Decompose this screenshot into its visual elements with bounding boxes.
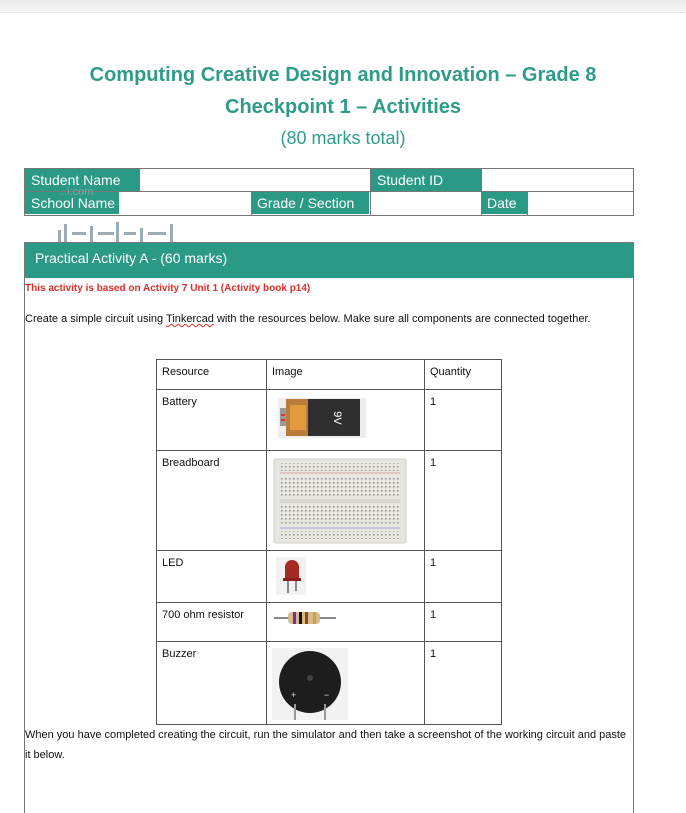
resource-image [267,390,425,451]
breadboard-icon [272,457,408,545]
instruction-text-start: Create a simple circuit using [25,313,167,325]
table-row [157,451,502,551]
grade-section-label: Grade / Section [251,192,369,214]
led-icon [272,557,312,597]
instruction-text [25,309,631,329]
resource-name: Battery [157,390,267,451]
resource-image [267,603,425,642]
col-divider [527,191,528,215]
table-row [157,551,502,603]
viewer-top-bar [0,0,686,13]
table-row [157,390,502,451]
student-name-label: Student Name [25,169,139,191]
resources-table [156,359,502,725]
student-info-table [24,168,634,216]
screenshot-instruction: When you have completed creating the circuit, run the simulator and then take a screenshot of the working circuit and paste it below. [25,729,627,761]
table-header-row [157,360,502,390]
col-divider [481,169,482,215]
resource-image [267,551,425,603]
buzzer-plus-label: + [291,690,297,700]
header-quantity: Quantity [425,360,502,390]
activity-section [24,242,634,813]
document-title: Computing Creative Design and Innovation – Grade 8 [89,64,597,86]
resource-quantity: 1 [425,551,502,603]
resource-quantity: 1 [425,451,502,551]
watermark-logo [54,214,182,244]
resource-quantity: 1 [425,642,502,725]
col-divider [139,169,140,191]
student-id-label: Student ID [371,169,481,191]
resource-quantity: 1 [425,390,502,451]
resource-name: 700 ohm resistor [157,603,267,642]
row-divider [25,191,633,192]
section-header: Practical Activity A - (60 marks) [25,243,633,278]
resource-name: LED [157,551,267,603]
resource-image [267,451,425,551]
activity-reference-note: This activity is based on Activity 7 Unit 1 (Activity book p14) [25,283,311,294]
header-image: Image [267,360,425,390]
battery-voltage-label: 9V [331,411,343,425]
header-resource: Resource [157,360,267,390]
marks-total: (80 marks total) [280,128,406,148]
col-divider [251,191,252,215]
table-row [157,603,502,642]
table-row [157,642,502,725]
buzzer-minus-label: − [324,690,330,700]
resource-quantity: 1 [425,603,502,642]
col-divider [370,169,371,215]
resource-name: Buzzer [157,642,267,725]
document-subtitle: Checkpoint 1 – Activities [225,96,461,118]
buzzer-icon [272,648,348,720]
date-label: Date [481,192,527,214]
resource-name: Breadboard [157,451,267,551]
watermark-text: ...i.com [58,186,94,198]
school-name-label: School Name [25,192,119,214]
resistor-icon [272,609,338,627]
battery-icon [272,396,368,442]
tinkercad-word: Tinkercad [166,313,214,325]
instruction-text-end: with the resources below. Make sure all components are connected together. [213,313,591,325]
resource-image [267,642,425,725]
